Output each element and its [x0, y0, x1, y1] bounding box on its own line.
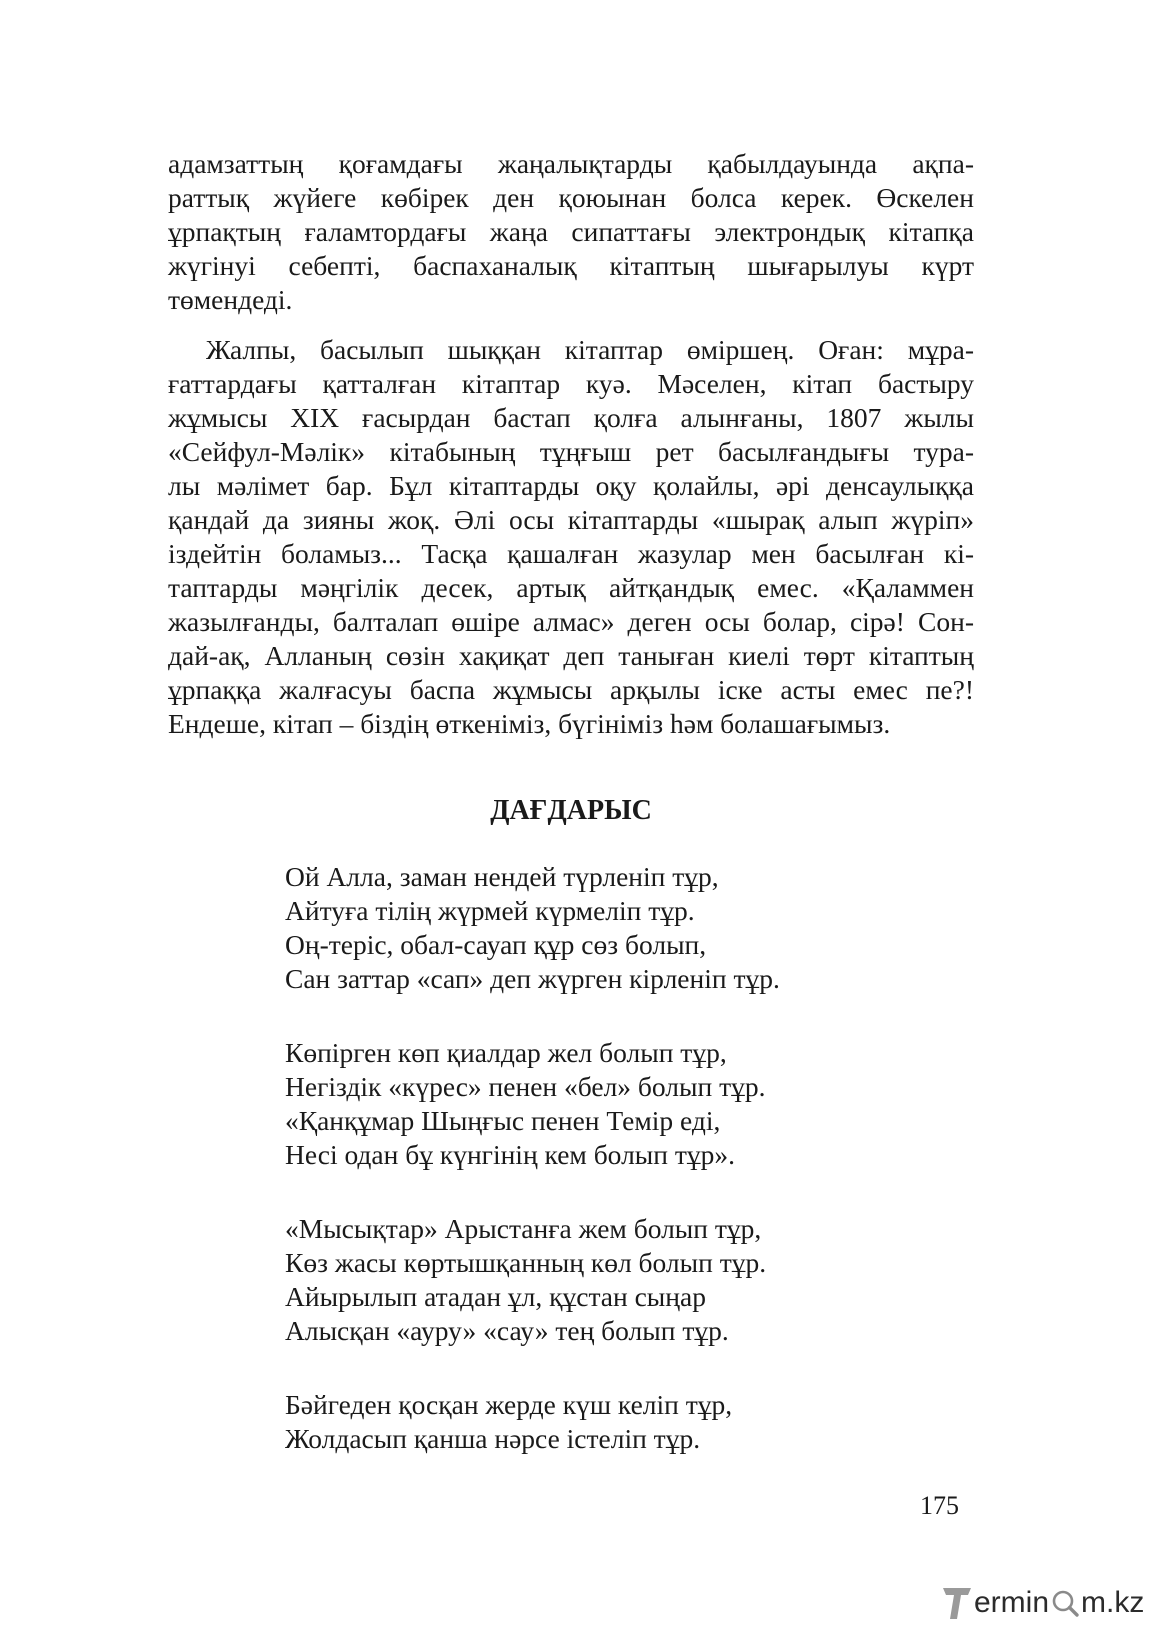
- poem-line: Алысқан «ауру» «сау» тең болып тұр.: [285, 1315, 729, 1346]
- poem-line: Несі одан бұ күнгінің кем болып тұр».: [285, 1139, 736, 1170]
- poem-line: Ой Алла, заман нендей түрленіп тұр,: [285, 861, 719, 892]
- paragraph-line: Жалпы, басылып шыққан кітаптар өміршең. Оған: мұра-: [206, 334, 974, 365]
- paragraph-line: қандай да зияны жоқ. Әлі осы кітаптарды «шырақ алып жүріп»: [168, 504, 974, 535]
- magnifier-o-icon: [1050, 1588, 1080, 1618]
- poem-line: Көз жасы көртышқанның көл болып тұр.: [285, 1247, 767, 1278]
- paragraph-line: жұмысы XIX ғасырдан бастап қолға алынғаны, 1807 жылы: [168, 402, 974, 433]
- watermark-text-start: ermin: [974, 1586, 1050, 1619]
- paragraph-line: ұрпақтың ғаламтордағы жаңа сипаттағы электрондық кітапқа: [168, 216, 974, 247]
- site-watermark: [940, 1583, 1144, 1623]
- paragraph-line: лы мәлімет бар. Бұл кітаптарды оқу қолайлы, әрі денсаулыққа: [168, 470, 974, 501]
- paragraph-line: жүгінуі себепті, баспаханалық кітаптың шығарылуы күрт: [168, 250, 974, 281]
- watermark-text-end: m.kz: [1081, 1586, 1145, 1619]
- poem-line: «Қанқұмар Шыңғыс пенен Темір еді,: [285, 1105, 721, 1136]
- poem-line: Айтуға тілің жүрмей күрмеліп тұр.: [285, 895, 695, 926]
- paragraph-line: адамзаттың қоғамдағы жаңалықтарды қабылдауында ақпа-: [168, 148, 974, 179]
- paragraph-line: раттық жүйеге көбірек ден қоюынан болса керек. Өскелен: [168, 182, 974, 213]
- poem-line: Бәйгеден қосқан жерде күш келіп тұр,: [285, 1389, 733, 1420]
- paragraph-line: дай-ақ, Алланың сөзін хақиқат деп таныған киелі төрт кітаптың: [168, 640, 974, 671]
- poem-line: Сан заттар «сап» деп жүрген кірленіп тұр.: [285, 963, 780, 994]
- paragraph-line: Ендеше, кітап – біздің өткеніміз, бүгініміз һәм болашағымыз.: [168, 708, 891, 739]
- poem-line: Оң-теріс, обал-сауап құр сөз болып,: [285, 929, 707, 960]
- paragraph-line: ғаттардағы қатталған кітаптар куә. Мәселен, кітап бастыру: [168, 368, 974, 399]
- poem-title: ДАҒДАРЫС: [490, 795, 652, 826]
- page-number: 175: [920, 1491, 959, 1520]
- poem-line: Жолдасып қанша нәрсе істеліп тұр.: [285, 1423, 701, 1454]
- poem-line: Айырылып атадан ұл, құстан сыңар: [285, 1281, 706, 1312]
- paragraph-line: жазылғанды, балталап өшіре алмас» деген осы болар, сірә! Сон-: [168, 606, 974, 637]
- poem-line: Көпірген көп қиалдар жел болып тұр,: [285, 1037, 727, 1068]
- paragraph-line: ұрпаққа жалғасуы баспа жұмысы арқылы іске асты емес пе?!: [168, 674, 974, 705]
- paragraph-line: төмендеді.: [168, 284, 293, 315]
- t-letter-logo-icon: [940, 1584, 974, 1622]
- paragraph-line: іздейтін боламыз... Тасқа қашалған жазулар мен басылған кі-: [168, 538, 974, 569]
- paragraph-line: таптарды мәңгілік десек, артық айтқандық емес. «Қаламмен: [168, 572, 974, 603]
- poem-line: Негіздік «күрес» пенен «бел» болып тұр.: [285, 1071, 766, 1102]
- poem-line: «Мысықтар» Арыстанға жем болып тұр,: [285, 1213, 762, 1244]
- paragraph-line: «Сейфул-Мәлік» кітабының тұңғыш рет басылғандығы тура-: [168, 436, 974, 467]
